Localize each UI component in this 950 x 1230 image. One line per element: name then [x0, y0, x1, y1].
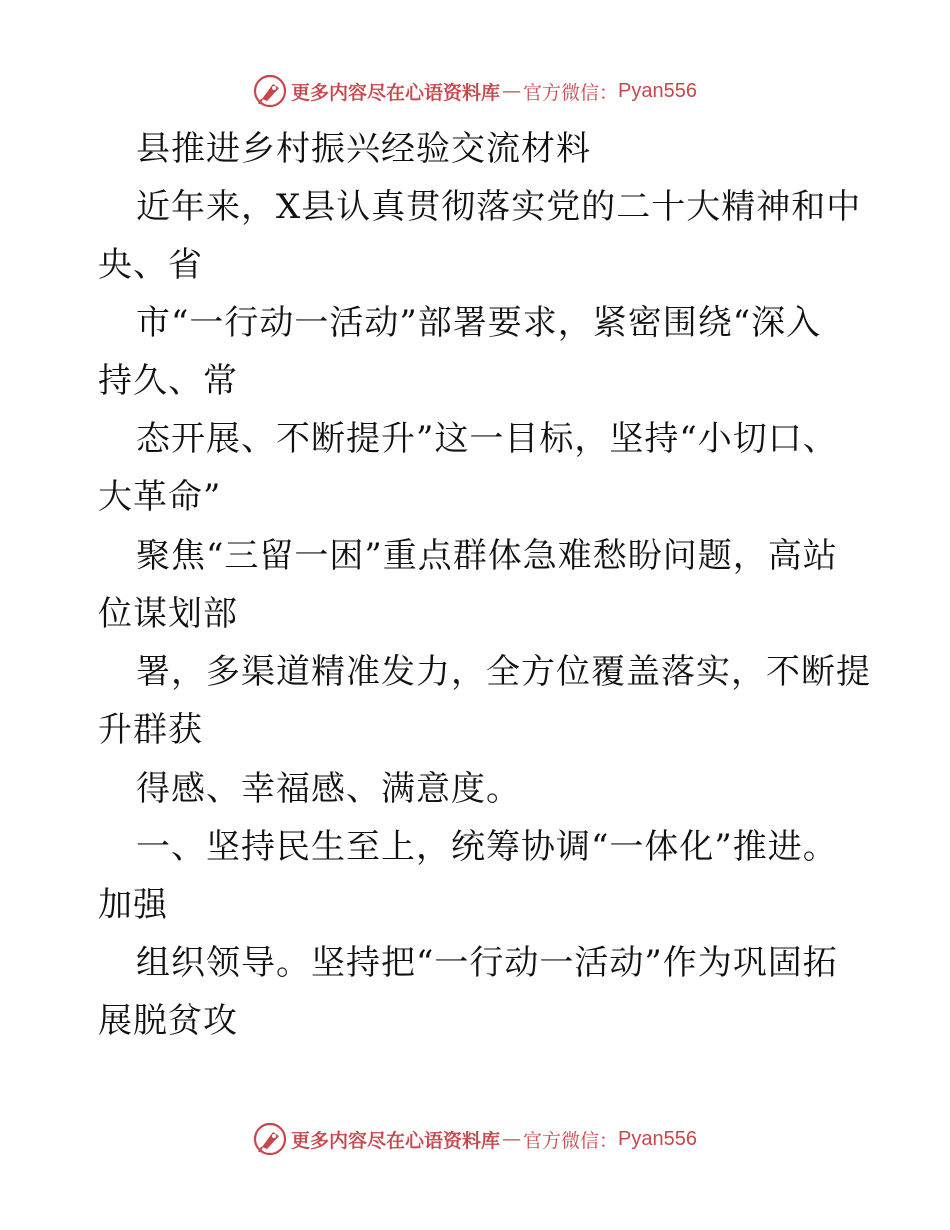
watermark-site-name: 更多内容尽在心语资料库 [291, 1129, 501, 1152]
paragraph-line: 市“一行动一活动”部署要求，紧密围绕“深入 [136, 303, 822, 343]
footer-watermark [0, 1119, 950, 1159]
pen-nib-logo-icon [253, 74, 287, 108]
paragraph-line: 央、省 [98, 245, 203, 285]
watermark-label: 官方微信： [523, 1129, 619, 1152]
watermark-wechat-id: Pyan556 [618, 1127, 697, 1150]
paragraph-line: 位谋划部 [98, 594, 238, 634]
header-watermark [0, 71, 950, 111]
section-heading-line: 一、坚持民生至上，统筹协调“一体化”推进。 [136, 827, 838, 867]
paragraph-line: 态开展、不断提升”这一目标，坚持“小切口、 [136, 419, 838, 459]
paragraph-line: 得感、幸福感、满意度。 [136, 769, 521, 809]
paragraph-line: 聚焦“三留一困”重点群体急难愁盼问题，高站 [136, 536, 838, 576]
paragraph-line: 展脱贫攻 [98, 1001, 238, 1041]
paragraph-line: 持久、常 [98, 361, 238, 401]
watermark-separator: — [502, 1128, 522, 1150]
watermark-wechat-id: Pyan556 [618, 79, 697, 102]
watermark-label: 官方微信： [523, 81, 619, 104]
paragraph-line: 署，多渠道精准发力，全方位覆盖落实，不断提 [136, 652, 871, 692]
paragraph-line: 组织领导。坚持把“一行动一活动”作为巩固拓 [136, 943, 838, 983]
paragraph-line: 大革命” [98, 477, 222, 517]
paragraph-line: 升群获 [98, 710, 203, 750]
paragraph-line: 加强 [98, 885, 168, 925]
document-title: 县推进乡村振兴经验交流材料 [136, 129, 591, 169]
paragraph-line: 近年来，X县认真贯彻落实党的二十大精神和中 [136, 187, 862, 227]
watermark-separator: — [502, 80, 522, 102]
watermark-site-name: 更多内容尽在心语资料库 [291, 81, 501, 104]
pen-nib-logo-icon [253, 1122, 287, 1156]
